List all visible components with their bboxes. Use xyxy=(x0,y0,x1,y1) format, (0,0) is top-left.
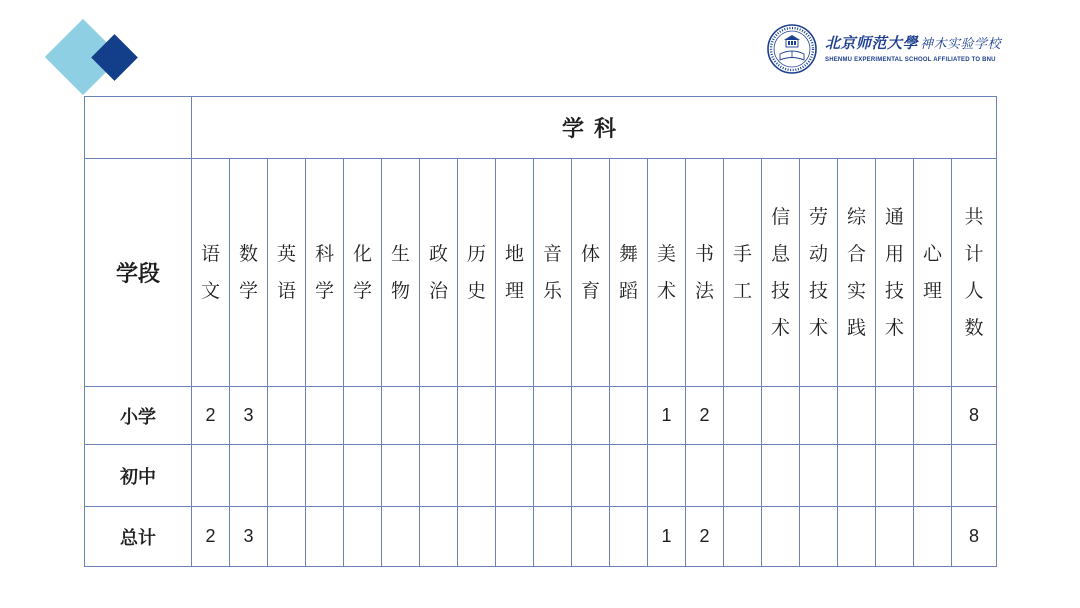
count-cell xyxy=(344,387,382,445)
count-cell xyxy=(572,445,610,507)
subject-header-cell xyxy=(344,159,382,387)
stage-label: 小学 xyxy=(85,387,192,445)
count-cell xyxy=(610,507,648,567)
subject-header-row xyxy=(85,97,997,159)
stage-label: 总计 xyxy=(85,507,192,567)
count-cell xyxy=(192,445,230,507)
count-cell xyxy=(458,507,496,567)
count-cell: 3 xyxy=(230,387,268,445)
count-cell xyxy=(572,507,610,567)
subject-name: 科学 xyxy=(314,242,334,302)
subject-name: 美术 xyxy=(656,242,676,302)
subject-name: 通用技术 xyxy=(884,205,904,339)
subject-name: 政治 xyxy=(428,242,448,302)
count-cell xyxy=(838,387,876,445)
subject-header-cell xyxy=(648,159,686,387)
count-cell xyxy=(268,387,306,445)
subject-header-cell xyxy=(458,159,496,387)
count-cell xyxy=(914,445,952,507)
subject-header-cell xyxy=(420,159,458,387)
count-cell: 2 xyxy=(192,507,230,567)
count-cell xyxy=(838,445,876,507)
count-cell xyxy=(762,445,800,507)
table-row xyxy=(85,387,997,445)
school-seal-icon xyxy=(767,24,817,74)
count-cell xyxy=(914,507,952,567)
count-cell: 1 xyxy=(648,507,686,567)
count-cell: 8 xyxy=(952,387,997,445)
subject-header-cell xyxy=(952,159,997,387)
count-cell xyxy=(382,387,420,445)
count-cell xyxy=(382,507,420,567)
count-cell: 1 xyxy=(648,387,686,445)
count-cell xyxy=(458,445,496,507)
count-cell xyxy=(496,387,534,445)
count-cell xyxy=(420,387,458,445)
count-cell xyxy=(610,387,648,445)
count-cell xyxy=(800,387,838,445)
count-cell xyxy=(762,387,800,445)
count-cell xyxy=(344,445,382,507)
subject-header-cell xyxy=(876,159,914,387)
corner-cell xyxy=(85,97,192,159)
subject-name: 劳动技术 xyxy=(808,205,828,339)
count-cell xyxy=(306,445,344,507)
count-cell xyxy=(876,387,914,445)
count-cell xyxy=(534,387,572,445)
count-cell xyxy=(344,507,382,567)
count-cell xyxy=(306,507,344,567)
subject-header-cell xyxy=(838,159,876,387)
count-cell xyxy=(648,445,686,507)
count-cell xyxy=(230,445,268,507)
count-cell xyxy=(572,387,610,445)
subject-header-cell xyxy=(230,159,268,387)
subject-header-cell xyxy=(762,159,800,387)
count-cell xyxy=(762,507,800,567)
subject-name: 书法 xyxy=(694,242,714,302)
school-logo xyxy=(767,24,1007,80)
subject-name: 音乐 xyxy=(542,242,562,302)
count-cell: 2 xyxy=(686,507,724,567)
count-cell xyxy=(800,445,838,507)
staff-subject-table xyxy=(84,96,997,567)
count-cell xyxy=(724,507,762,567)
table-row xyxy=(85,507,997,567)
count-cell xyxy=(686,445,724,507)
subject-header-cell xyxy=(610,159,648,387)
subject-header-cell xyxy=(800,159,838,387)
count-cell xyxy=(876,507,914,567)
count-cell xyxy=(496,445,534,507)
count-cell xyxy=(952,445,997,507)
count-cell xyxy=(534,507,572,567)
subject-header-cell xyxy=(496,159,534,387)
count-cell xyxy=(914,387,952,445)
subject-name: 数学 xyxy=(238,242,258,302)
count-cell: 3 xyxy=(230,507,268,567)
count-cell xyxy=(306,387,344,445)
subject-header-cell xyxy=(914,159,952,387)
subject-header-cell xyxy=(686,159,724,387)
count-cell xyxy=(800,507,838,567)
subject-header-cell xyxy=(724,159,762,387)
count-cell xyxy=(724,387,762,445)
count-cell: 2 xyxy=(192,387,230,445)
count-cell xyxy=(382,445,420,507)
subject-name: 历史 xyxy=(466,242,486,302)
subject-name: 共计人数 xyxy=(964,205,984,339)
count-cell xyxy=(724,445,762,507)
count-cell xyxy=(268,507,306,567)
count-cell xyxy=(876,445,914,507)
subject-name: 体育 xyxy=(580,242,600,302)
subject-group-header: 学科 xyxy=(192,97,997,159)
table-row xyxy=(85,445,997,507)
count-cell xyxy=(420,507,458,567)
subject-header-cell xyxy=(382,159,420,387)
subject-name: 综合实践 xyxy=(846,205,866,339)
subject-name: 地理 xyxy=(504,242,524,302)
count-cell xyxy=(268,445,306,507)
subject-name-row xyxy=(85,159,997,387)
subject-name: 手工 xyxy=(732,242,752,302)
subject-header-cell xyxy=(572,159,610,387)
subject-header-cell xyxy=(192,159,230,387)
school-name-cn: 北京师范大學 神木实验学校 xyxy=(825,34,1002,52)
subject-name: 英语 xyxy=(276,242,296,302)
count-cell: 8 xyxy=(952,507,997,567)
count-cell xyxy=(838,507,876,567)
school-name-en: SHENMU EXPERIMENTAL SCHOOL AFFILIATED TO BNU xyxy=(825,57,996,63)
count-cell xyxy=(420,445,458,507)
stage-header: 学段 xyxy=(85,159,192,387)
stage-label: 初中 xyxy=(85,445,192,507)
subject-header-cell xyxy=(534,159,572,387)
count-cell xyxy=(610,445,648,507)
subject-name: 舞蹈 xyxy=(618,242,638,302)
count-cell xyxy=(534,445,572,507)
count-cell xyxy=(458,387,496,445)
subject-name: 生物 xyxy=(390,242,410,302)
subject-name: 信息技术 xyxy=(770,205,790,339)
subject-name: 心理 xyxy=(922,242,942,302)
subject-name: 化学 xyxy=(352,242,372,302)
subject-name: 语文 xyxy=(200,242,220,302)
count-cell xyxy=(496,507,534,567)
subject-header-cell xyxy=(306,159,344,387)
subject-header-cell xyxy=(268,159,306,387)
count-cell: 2 xyxy=(686,387,724,445)
